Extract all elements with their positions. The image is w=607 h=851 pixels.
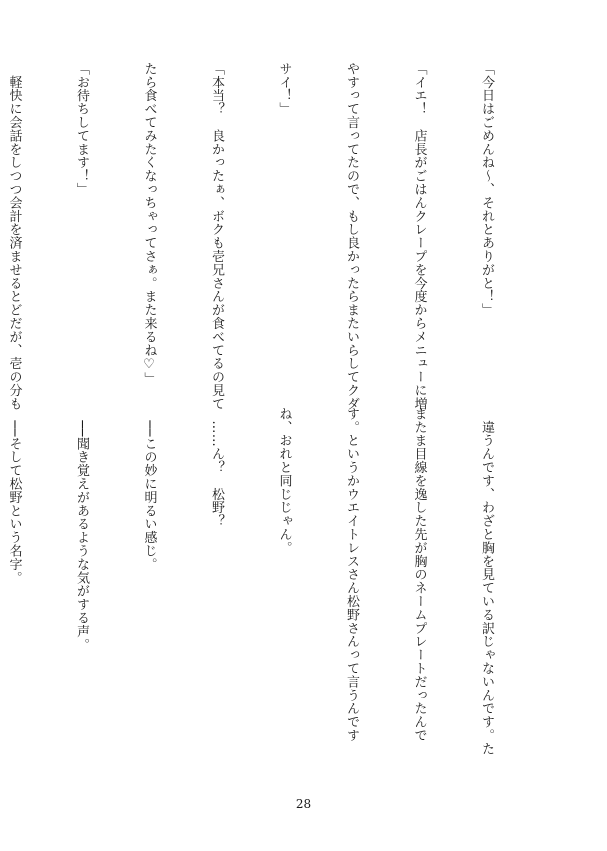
page-number: 28: [295, 797, 312, 811]
text-line: サイ！」: [276, 62, 292, 116]
text-line: やすって言ってたので、もし良かったらまたいらしてクダ: [344, 62, 359, 411]
text-line: ね、おれと同じじゃん。: [276, 407, 292, 555]
lower-text-block: [6, 407, 542, 756]
text-line: す。というかウエイトレスさん松野さんって言うんです: [344, 407, 359, 742]
text-line: 「お待ちしてます！」: [74, 62, 89, 196]
text-line: ──この妙に明るい感じ。: [141, 407, 157, 571]
text-line: ──そして松野という名字。: [6, 407, 22, 585]
text-line: 「本当？ 良かったぁ、ボクも壱兄さんが食べてるの見て: [209, 62, 224, 411]
text-line: たら食べてみたくなっちゃってさぁ。また来るね♡」: [141, 62, 157, 386]
text-line: 軽快に会話をしつつ会計を済ませるとどだが、壱の分も: [6, 62, 22, 411]
text-line: またま目線を逸した先が胸のネームプレートだったんで: [411, 407, 427, 742]
text-line: ……ん？ 松野？: [209, 407, 224, 528]
text-line: 違うんです、わざと胸を見ている訳じゃないんです。た: [479, 407, 494, 756]
upper-text-block: [6, 62, 542, 411]
text-line: 「イエ！ 店長がごはんクレープを今度からメニューに増: [411, 62, 427, 411]
text-line: 「今日はごめんね～、それとありがと！」: [479, 62, 494, 317]
text-line: ──聞き覚えがあるような気がする声。: [74, 407, 89, 652]
